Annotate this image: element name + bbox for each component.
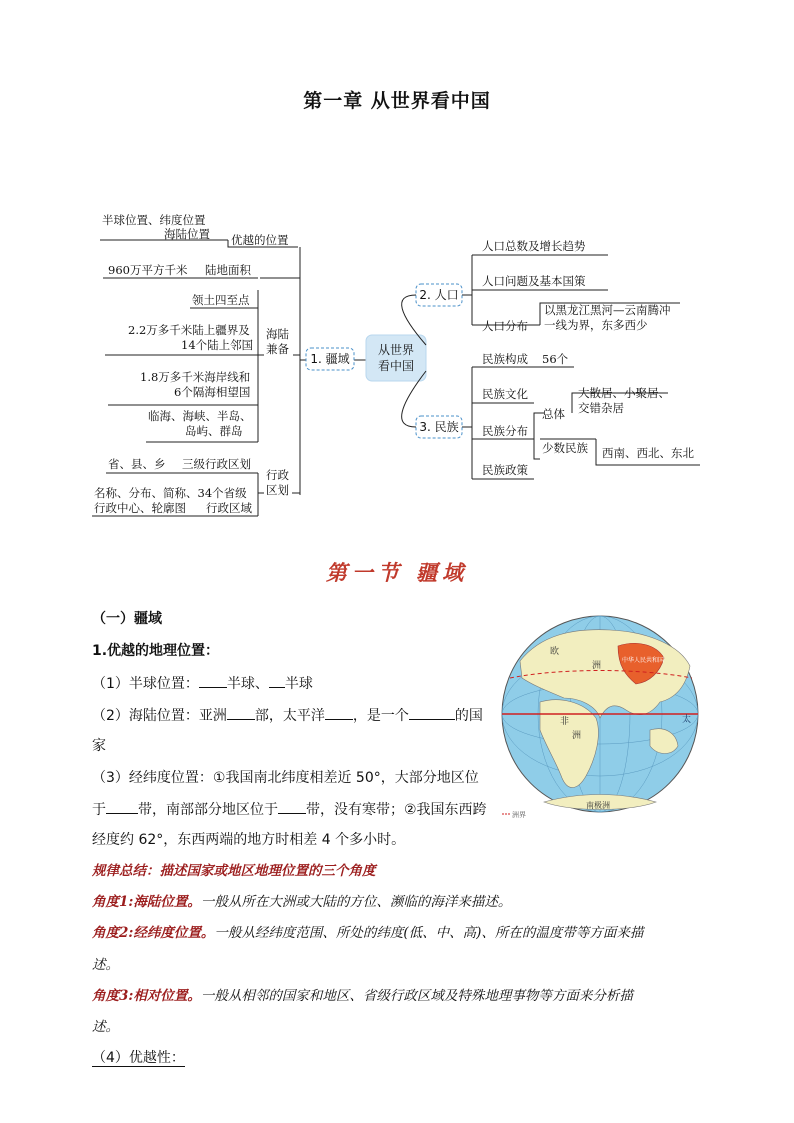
- q3-prefix: 于: [92, 802, 106, 818]
- globe-label-ocean: 太: [682, 715, 692, 725]
- document-title: 第一章 从世界看中国: [303, 90, 491, 112]
- sea-land-item-2b: 14个陆上邻国: [181, 338, 254, 352]
- q2-prefix: （2）海陆位置：亚洲: [92, 708, 227, 724]
- q2-blank-3[interactable]: [409, 705, 455, 720]
- eth-item-2: 民族文化: [482, 387, 528, 401]
- admin-levels-value: 省、县、乡: [108, 457, 166, 471]
- globe-label-europe: 欧: [550, 647, 560, 657]
- land-area-value: 960万平方千米: [108, 263, 188, 277]
- q1-end: 半球: [284, 676, 313, 692]
- angle-3-text: 一般从相邻的国家和地区、省级行政区域及特殊地理事物等方面来分析描: [200, 988, 633, 1004]
- location-label: 优越的位置: [231, 233, 289, 247]
- globe-label-china: 中华人民共和国: [622, 657, 665, 664]
- sea-land-item-4b: 岛屿、群岛: [185, 424, 243, 438]
- question-2: [92, 705, 483, 726]
- admin-region-value-2: 行政中心、轮廓图: [94, 501, 186, 515]
- globe-map: [500, 606, 720, 828]
- q1-prefix: （1）半球位置：: [92, 676, 199, 692]
- q1-blank-1[interactable]: [199, 673, 227, 688]
- question-2-continued: 家: [92, 738, 106, 754]
- q2-mid2: ，是一个: [352, 708, 409, 724]
- eth-overall-value-2: 交错杂居: [578, 401, 624, 415]
- admin-levels-label: 三级行政区划: [182, 457, 251, 471]
- eth-item-3: 民族分布: [482, 424, 528, 438]
- q1-blank-2[interactable]: [269, 673, 285, 688]
- concept-map: [0, 195, 794, 525]
- location-detail-1: 半球位置、纬度位置: [102, 213, 206, 227]
- center-node: [366, 335, 426, 381]
- q2-blank-2[interactable]: [325, 705, 353, 720]
- sea-land-item-3a: 1.8万多千米海岸线和: [140, 370, 251, 384]
- branch-territory-label: 1. 疆域: [310, 352, 350, 366]
- pop-item-3: 人口分布: [482, 319, 528, 333]
- location-detail-2: 海陆位置: [164, 227, 210, 241]
- q3-end: 带，没有寒带；②我国东西跨: [306, 802, 487, 818]
- admin-region-label: 行政区域: [206, 501, 252, 515]
- center-node-line-1: 从世界: [377, 343, 415, 357]
- globe-legend-label: 洲界: [512, 811, 526, 819]
- branch-ethnic-label: 3. 民族: [419, 420, 459, 434]
- eth-overall: 总体: [542, 407, 565, 421]
- section-heading: （一）疆域: [92, 611, 162, 627]
- section-title: 第一节 疆域: [325, 560, 469, 585]
- sea-land-label-1: 海陆: [266, 327, 289, 341]
- angle-3: [92, 986, 712, 1006]
- rule-summary: 规律总结：描述国家或地区地理位置的三个角度: [92, 863, 376, 879]
- angle-2-text: 一般从经纬度范围、所处的纬度(低、中、高)、所在的温度带等方面来描: [214, 925, 644, 941]
- question-3-line-3: 经度约 62°，东西两端的地方时相差 4 个多小时。: [92, 832, 406, 848]
- globe-label-asia: 洲: [592, 661, 602, 671]
- angle-1-label: 角度1:海陆位置。: [92, 894, 201, 910]
- eth-overall-value-1: 大散居、小聚居、: [578, 386, 670, 400]
- admin-region-value-1: 名称、分布、简称、34个省级: [94, 486, 247, 500]
- center-node-line-2: 看中国: [377, 359, 415, 373]
- angle-1: [92, 892, 712, 912]
- angle-3-continued: 述。: [92, 1019, 119, 1035]
- eth-item-4: 民族政策: [482, 463, 528, 477]
- eth-item-1-value: 56个: [542, 352, 569, 366]
- sea-land-item-3b: 6个隔海相望国: [174, 385, 251, 399]
- pop-item-3-detail-1: 以黑龙江黑河—云南腾冲: [544, 303, 671, 317]
- pop-item-3-detail-2: 一线为界，东多西少: [544, 318, 648, 332]
- globe-label-africa: 非: [560, 717, 570, 727]
- pop-item-1: 人口总数及增长趋势: [482, 239, 586, 253]
- q3-mid: 带，南部部分地区位于: [138, 802, 278, 818]
- eth-minority-value: 西南、西北、东北: [602, 446, 694, 460]
- sea-land-item-1: 领土四至点: [192, 293, 250, 307]
- admin-label-1: 行政: [266, 468, 289, 482]
- sea-land-item-2a: 2.2万多千米陆上疆界及: [128, 323, 250, 337]
- question-1: [92, 673, 313, 694]
- question-4: [92, 1048, 185, 1068]
- eth-item-1: 民族构成: [482, 352, 528, 366]
- q4-label: （4）优越性：: [92, 1050, 185, 1066]
- q2-mid1: 部，太平洋: [254, 708, 325, 724]
- q3-blank-1[interactable]: [106, 799, 138, 814]
- admin-label-2: 区划: [266, 483, 289, 497]
- q3-blank-2[interactable]: [278, 799, 306, 814]
- q2-blank-1[interactable]: [227, 705, 255, 720]
- sea-land-item-4a: 临海、海峡、半岛、: [148, 409, 252, 423]
- sea-land-label-2: 兼备: [266, 342, 289, 356]
- eth-minority: 少数民族: [542, 441, 588, 455]
- angle-3-label: 角度3:相对位置。: [92, 988, 201, 1004]
- angle-2: [92, 923, 712, 943]
- question-3-line-1: （3）经纬度位置：①我国南北纬度相差近 50°，大部分地区位: [92, 770, 479, 786]
- globe-label-africa-2: 洲: [572, 731, 582, 741]
- question-3-line-2: [92, 799, 487, 820]
- angle-2-label: 角度2:经纬度位置。: [92, 925, 215, 941]
- angle-2-continued: 述。: [92, 957, 119, 973]
- globe-label-antarctica: 南极洲: [586, 801, 610, 810]
- pop-item-2: 人口问题及基本国策: [482, 274, 586, 288]
- branch-population-label: 2. 人口: [419, 288, 459, 302]
- point-1-heading: 1.优越的地理位置：: [92, 643, 220, 659]
- q1-mid: 半球、: [226, 676, 269, 692]
- land-area-label: 陆地面积: [205, 263, 251, 277]
- angle-1-text: 一般从所在大洲或大陆的方位、濒临的海洋来描述。: [200, 894, 512, 910]
- q2-end: 的国: [454, 708, 483, 724]
